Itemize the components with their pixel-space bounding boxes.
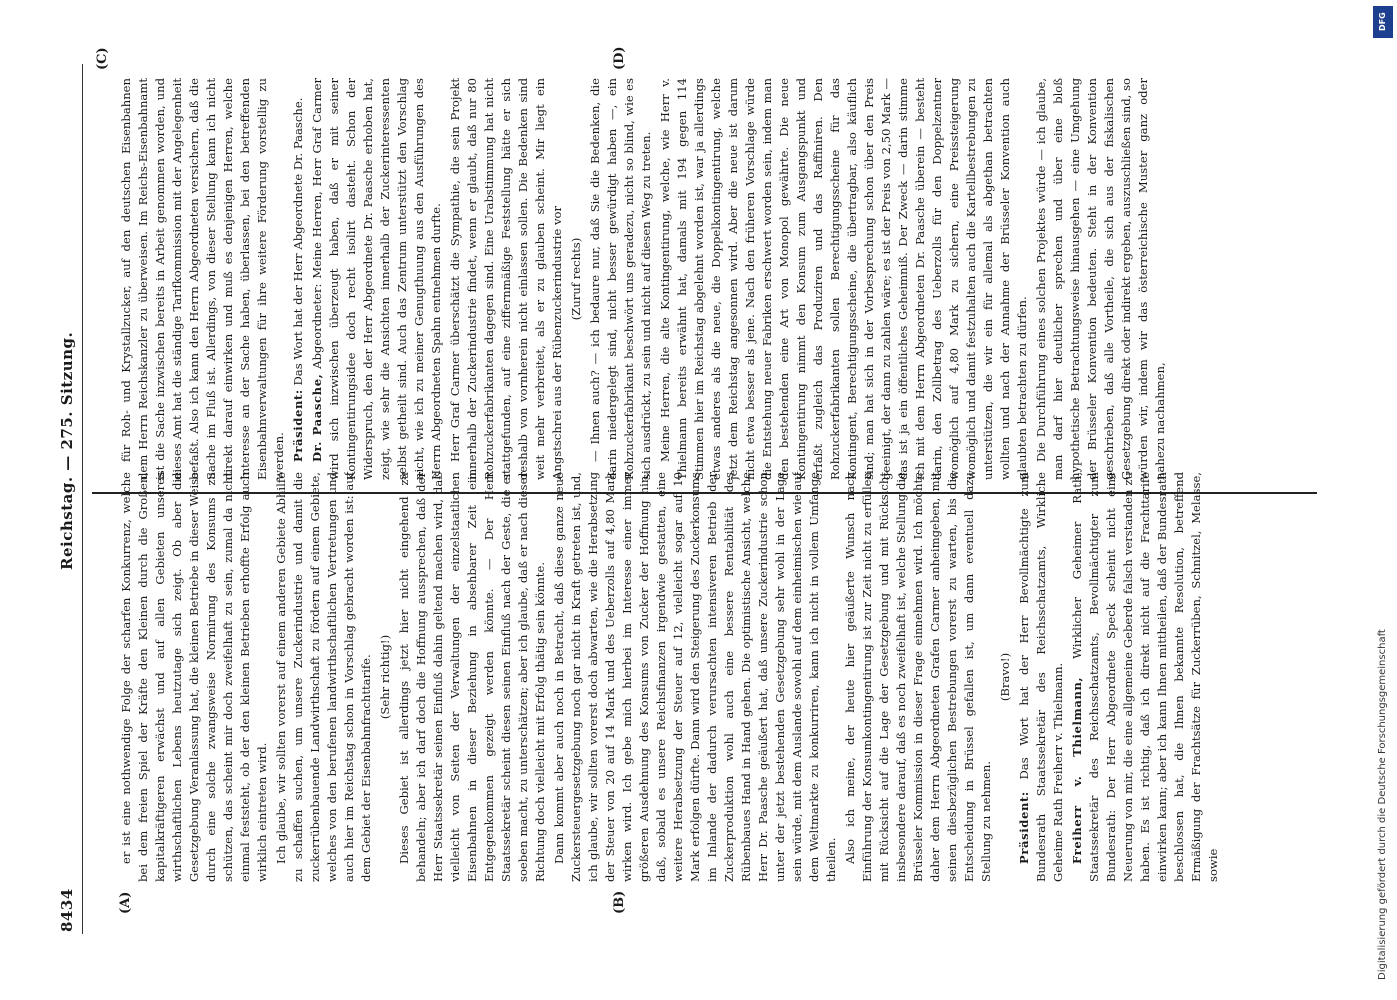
paragraph: [657, 78, 1031, 480]
paragraph-text: Wirklicher Geheimer Rath, Staatssekretär des Reichsschatzamts, Bevollmächtigter zum Bundesrath: Der Herr Abgeordnete Speck scheint nicht eine Neuerung von mir, die eine allgemeine Geberde falsch verstanden zu haben. Es ist richtig, daß ich direkt nicht auf die Frachttarife einwirken kann; aber ich kann Ihnen mittheilen, daß der Bundesrath beschlossen hat, die Ihnen bekannte Resolution, betreffend Ermäßigung der Frachtsätze für Zuckerrüben, Schnitzel, Melasse, sowie: [1070, 472, 1220, 882]
paragraph: [1069, 472, 1222, 882]
paragraph-text: (Zuruf rechts): [569, 237, 583, 321]
paragraph-text: Herr Graf Carmer überschätzt die Sympathie, die sein Projekt innerhalb der Zuckerindustrie findet, wenn er glaubt, daß nur 80 Rohzuckerfabrikanten dagegen sind. Eine Urabstimmung hat nicht stattgefunden, auf eine ziffernmäßige Feststellung hätte er sich deshalb von vornherein nicht einlassen sollen. Die Bedenken sind weit mehr verbreitet, als er zu glauben scheint. Mir liegt ein Angstschrei aus der Rübenzuckerindustrie vor: [448, 78, 564, 480]
paragraph: [568, 78, 585, 480]
paragraph: [1033, 78, 1169, 480]
speaker-name: Dr. Paasche,: [310, 373, 324, 462]
paragraph-text: Abgeordneter: Meine Herren, Herr Graf Carmer wird sich inzwischen überzeugt haben, daß er mit seiner Kontingentirungsidee doch recht isolirt dasteht. Schon der Widerspruch, den der Herr Abgeordnete Dr. Paasche erhoben hat, zeigt, wie sehr die Ansichten innerhalb der Zuckerinteressenten selbst getheilt sind. Auch das Zentrum unterstützt den Vorschlag nicht, wie ich zu meiner Genugthuung aus den Ausführungen des Herrn Abgeordneten Spahn entnehmen durfte.: [310, 78, 443, 480]
paragraph-text: (Bravo!): [998, 652, 1012, 702]
speaker-name: Präsident:: [1017, 791, 1031, 864]
paragraph: [842, 472, 995, 882]
paragraph-text: für Roh- und Krystallzucker, auf den deutschen Eisenbahnen dem Herrn Reichskanzler zu überweisen. Im Reichs-Eisenbahnamt ist die Sache inzwischen bereits in Arbeit genommen worden, und dieses Amt hat die ständige Tarifkommission mit der Angelegenheit befaßt. Also ich kann den Herrn Abgeordneten versichern, daß die Sache im Fluß ist. Allerdings, von dieser Stellung kann ich nicht direkt darauf einwirken und muß es denjenigen Herren, welche Interesse an der Sache haben, überlassen, bei den betreffenden Eisenbahnverwaltungen für ihre weitere Förderung vorstellig zu werden.: [119, 78, 286, 480]
paragraph-text: Die Durchführung eines solchen Projektes würde — ich glaube, man darf hier deutlicher sprechen und über eine bloß hypothetische Betrachtungsweise hinausgehen — eine Umgehung der Brüsseler Konvention bedeuten. Steht in der Konvention geschrieben, daß alle Vortheile, die sich aus der fiskalischen Gesetzgebung direkt oder indirekt ergeben, auszuschließen sind, so würden wir, indem wir das österreichische Muster ganz oder nahezu nachahmen,: [1034, 78, 1167, 480]
paragraph: [309, 78, 445, 480]
paragraph-text: Ich glaube, wir sollten vorerst auf einem anderen Gebiete Abhilfe zu schaffen suchen, um unsere Zuckerindustrie und damit die zuckerrübenbauende Landwirthschaft zu fördern auf einem Gebiete, welches von den berufenen landwirthschaftlichen Vertretungen und auch hier im Reichstag schon in Vorschlag gebracht worden ist: auf dem Gebiet der Eisenbahnfrachttarife.: [274, 472, 373, 882]
digitization-credit: [1377, 40, 1391, 1000]
paragraph: [273, 472, 375, 882]
paragraph: [997, 472, 1014, 882]
paragraph-text: Meine Herren, die alte Kontingentirung, welche, wie Herr v. Thielmann bereits erwähnt hat, damals mit 194 gegen 114 Stimmen hier im Reichstag abgelehnt worden ist, war ja allerdings etwas anderes als die neue, die Doppelkontingentirung, welche jetzt dem Reichstag angesonnen wird. Aber die neue ist darum nicht etwa besser als jene. Nach den früheren Vorschlage würde die Entstehung neuer Fabriken erschwert worden sein, indem man den bestehenden eine Art von Monopol gewährte. Die neue Kontingentirung nimmt den Konsum zum Ausgangspunkt und erfaßt zugleich das Produziren und das Raffiniren. Den Rohzuckerfabrikanten sollen Berechtigungsscheine für das Kontingent, Berechtigungsscheine, die übertragbar, also käuflich sind; man hat sich in der Vorbesprechung schon über den Preis geeinigt, der dann zu zahlen wäre; es ist der Preis von 2,50 Mark — das ist ja ein öffentliches Geheimniß. Der Zweck — darin stimme ich mit dem Herrn Abgeordneten Dr. Paasche überein — besteht darin, den Zollbetrag des Ueberzolls für den Doppelzentner womöglich auf 4,80 Mark zu sichern, eine Preissteigerung womöglich und damit festzuhalten auch die Kartellbestrebungen zu unterstützen, die wir ein für allemal als abgethan betrachten wollten und nach der Annahme der Brüsseler Konvention auch glaubten betrachten zu dürfen.: [658, 78, 1029, 480]
paragraph: [447, 78, 566, 480]
page-number: 8434: [58, 888, 76, 932]
paragraph: [118, 472, 271, 882]
paragraph: [377, 472, 394, 882]
paragraph: [587, 78, 655, 480]
credit-text: Digitalisierung gefördert durch die Deutsche Forschungsgemeinschaft: [1377, 629, 1388, 980]
margin-mark-c: (C): [95, 47, 110, 70]
column-divider: [92, 492, 1317, 494]
paragraph-text: Dieses Gebiet ist allerdings jetzt hier nicht eingehend zu behandeln; aber ich darf doch die Hoffnung aussprechen, daß der Herr Staatssekretär seinen Einfluß dahin geltend machen wird, daß vielleicht von Seiten der Verwaltungen der einzelstaatlichen Eisenbahnen in dieser Beziehung in absehbarer Zeit ein Entgegenkommen gezeigt werden könnte. — Der Herr Staatssekretär scheint diesen seinen Einfluß nach der Geste, die er soeben macht, zu unterschätzen; aber ich glaube, daß er nach dieser Richtung doch vielleicht mit Erfolg thätig sein könnte.: [397, 472, 547, 882]
speaker-name: Freiherr v. Thielmann,: [1070, 676, 1084, 864]
dfg-logo-text: DFG: [1378, 12, 1387, 31]
paragraph: [118, 78, 288, 480]
paragraph-text: (Sehr richtig!): [378, 634, 392, 720]
paragraph-text: Das Wort hat der Herr Bevollmächtigte zum Bundesrath Staatssekretär des Reichsschatzamts, Wirkliche Geheime Rath Freiherr v. Thielmann.: [1017, 472, 1065, 882]
paragraph: [396, 472, 549, 882]
paragraph-text: Dann kommt aber auch noch in Betracht, daß diese ganze neue Zuckersteuergesetzgebung noch gar nicht in Kraft getreten ist, und, ich glaube, wir sollten vorerst doch abwarten, wie die Herabsetzung der Steuer von 20 auf 14 Mark und des Ueberzolls auf 4,80 Mark wirken wird. Ich gebe mich hierbei im Interesse einer immer größeren Ausdehnung des Konsums von Zucker der Hoffnung hin, daß, sobald es unsere Reichsfinanzen irgendwie gestatten, eine weitere Herabsetzung der Steuer auf 12, vielleicht sogar auf 10 Mark erfolgen dürfte. Dann wird den Steigerung des Zuckerkonsums im Inlande der dadurch verursachten intensiveren Betrieb der Zuckerproduktion wohl auch eine bessere Rentabilität des Rübenbaues Hand in Hand gehen. Die optimistische Ansicht, welche Herr Dr. Paasche geäußert hat, daß unsere Zuckerindustrie schon unter der jetzt bestehenden Gesetzgebung sehr wohl in der Lage sein würde, mit dem Auslande sowohl auf dem einheimischen wie auf dem Weltmarkte zu konkurriren, kann ich nicht in vollem Umfange theilen.: [552, 472, 838, 882]
running-header-title: Reichstag. — 275. Sitzung.: [58, 331, 76, 570]
margin-mark-d: (D): [612, 46, 627, 70]
paragraph: [1016, 472, 1067, 882]
dfg-logo: [1373, 6, 1393, 38]
paragraph-text: Das Wort hat der Herr Abgeordnete Dr. Paasche.: [291, 97, 305, 386]
paragraph-text: er ist eine nothwendige Folge der scharfen Konkurrenz, welche bei dem freien Spiel der Kräfte den Kleinen durch die Großen, kapitalkräftigeren erwächst und auf allen Gebieten unseres wirthschaftlichen Lebens heutzutage sich zeigt. Ob aber die Gesetzgebung Veranlassung hat, die kleinen Betriebe in dieser Weise durch eine solche zwangsweise Normirung des Konsums zu schützen, das scheint mir doch zweifelhaft zu sein, zumal da nicht einmal feststeht, ob der den kleinen Betrieben erhoffte Erfolg auch wirklich eintreten wird.: [119, 472, 269, 882]
paragraph-text: Also ich meine, der heute hier geäußerte Wunsch nach Einführung der Konsumkontingentirung ist zur Zeit nicht zu erfüllen mit Rücksicht auf die Lage der Gesetzgebung und mit Rücksicht insbesondere darauf, daß es noch zweifelhaft ist, welche Stellung die Brüsseler Kommission in dieser Frage einnehmen wird. Ich möchte daher dem Herrn Abgeordneten Grafen Carmer anheimgeben, mit seinen diesbezüglichen Bestrebungen vorerst zu warten, bis die Entscheidung in Brüssel gefallen ist, um dann eventuell dazu Stellung zu nehmen.: [843, 472, 993, 882]
margin-mark-b: (B): [612, 890, 627, 914]
speaker-name: Präsident:: [291, 389, 305, 462]
paragraph: [551, 472, 840, 882]
right-text-column: [118, 78, 1298, 480]
paragraph: [290, 78, 307, 480]
paragraph-text: — Ihnen auch? — ich bedaure nur, daß Sie die Bedenken, die darin niedergelegt sind, nicht besser gewürdigt haben —, ein Rohzuckerfabrikant beschwört uns geradezu, nicht so blind, wie es sich ausdrückt, zu sein und nicht auf diesen Weg zu treten.: [588, 78, 653, 480]
margin-mark-a: (A): [118, 891, 133, 914]
left-text-column: [118, 472, 1298, 882]
header-rule: [82, 64, 83, 934]
